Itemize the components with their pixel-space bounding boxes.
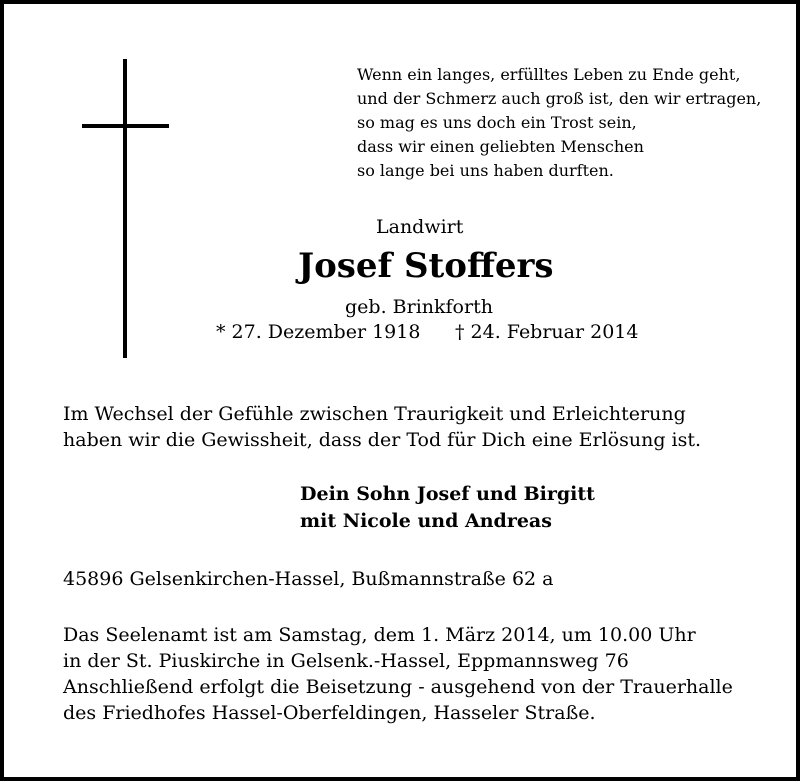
- deceased-birth-name: geb. Brinkforth: [345, 296, 493, 318]
- poem-line: und der Schmerz auch groß ist, den wir ertragen,: [357, 89, 762, 108]
- birth-date: * 27. Dezember 1918: [216, 321, 421, 343]
- service-line: des Friedhofes Hassel-Oberfeldingen, Hasseler Straße.: [63, 702, 596, 724]
- service-info: [63, 622, 733, 726]
- mourners-line: mit Nicole und Andreas: [300, 510, 552, 532]
- poem-line: dass wir einen geliebten Menschen: [357, 137, 644, 156]
- poem-line: Wenn ein langes, erfülltes Leben zu Ende geht,: [357, 65, 741, 84]
- service-line: in der St. Piuskirche in Gelsenk.-Hassel, Eppmannsweg 76: [63, 650, 629, 672]
- cross-horizontal-bar: [82, 124, 169, 128]
- farewell-message: [63, 401, 701, 453]
- cross-vertical-bar: [123, 59, 127, 358]
- mourners: [300, 481, 595, 535]
- message-line: haben wir die Gewissheit, dass der Tod für Dich eine Erlösung ist.: [63, 429, 702, 451]
- death-date: † 24. Februar 2014: [455, 321, 639, 343]
- service-line: Anschließend erfolgt die Beisetzung - ausgehend von der Trauerhalle: [63, 676, 733, 698]
- poem-line: so mag es uns doch ein Trost sein,: [357, 113, 637, 132]
- service-line: Das Seelenamt ist am Samstag, dem 1. März 2014, um 10.00 Uhr: [63, 624, 696, 646]
- poem-line: so lange bei uns haben durften.: [357, 161, 614, 180]
- deceased-name: Josef Stoffers: [298, 246, 554, 286]
- family-address: 45896 Gelsenkirchen-Hassel, Bußmannstraße 62 a: [63, 568, 554, 590]
- message-line: Im Wechsel der Gefühle zwischen Traurigkeit und Erleichterung: [63, 403, 686, 425]
- poem: [357, 63, 761, 183]
- mourners-line: Dein Sohn Josef und Birgitt: [300, 483, 595, 505]
- deceased-occupation: Landwirt: [376, 216, 464, 238]
